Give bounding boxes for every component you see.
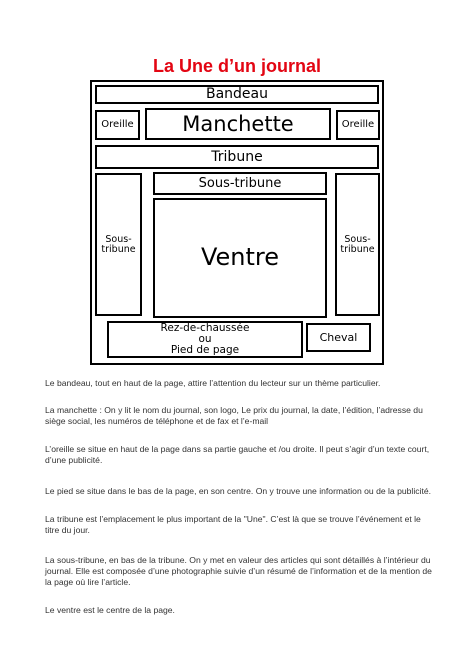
paragraph-tribune: La tribune est l’emplacement le plus important de la "Une". C’est là que se trouve l’événement et le titre du jour. [45,514,421,536]
ventre-box: Ventre [153,198,327,318]
front-page-diagram [90,80,384,365]
paragraph-sous-tribune: La sous-tribune, en bas de la tribune. On y met en valeur des articles qui sont détaillés à l’intérieur du journal. Elle est composée d’une photographie suivie d’un résumé de l’information et de la mention de la page où lire l’article. [45,555,432,588]
manchette-box: Manchette [145,108,331,140]
tribune-box: Tribune [95,145,379,169]
paragraph-pied: Le pied se situe dans le bas de la page, en son centre. On y trouve une information ou de la publicité. [45,486,432,496]
paragraph-ventre: Le ventre est le centre de la page. [45,605,175,615]
paragraph-manchette: La manchette : On y lit le nom du journal, son logo, Le prix du journal, la date, l’édition, l’adresse du siège social, les numéros de téléphone et de fax et l’e-mail [45,405,423,427]
paragraph-bandeau: Le bandeau, tout en haut de la page, attire l’attention du lecteur sur un thème particulier. [45,378,381,388]
page-title: La Une d’un journal [152,56,321,76]
oreille-left-box: Oreille [95,110,140,140]
cheval-box: Cheval [306,323,371,352]
paragraph-oreille: L’oreille se situe en haut de la page dans sa partie gauche et /ou droite. Il peut s’agir d’un texte court, d’une publicité. [45,444,430,466]
sous-tribune-left-box: Sous- tribune [95,173,142,316]
oreille-right-box: Oreille [336,110,380,140]
sous-tribune-right-box: Sous- tribune [335,173,380,316]
sous-tribune-top-box: Sous-tribune [153,172,327,195]
rez-de-chaussee-box: Rez-de-chaussée ou Pied de page [107,321,303,358]
bandeau-box: Bandeau [95,85,379,104]
